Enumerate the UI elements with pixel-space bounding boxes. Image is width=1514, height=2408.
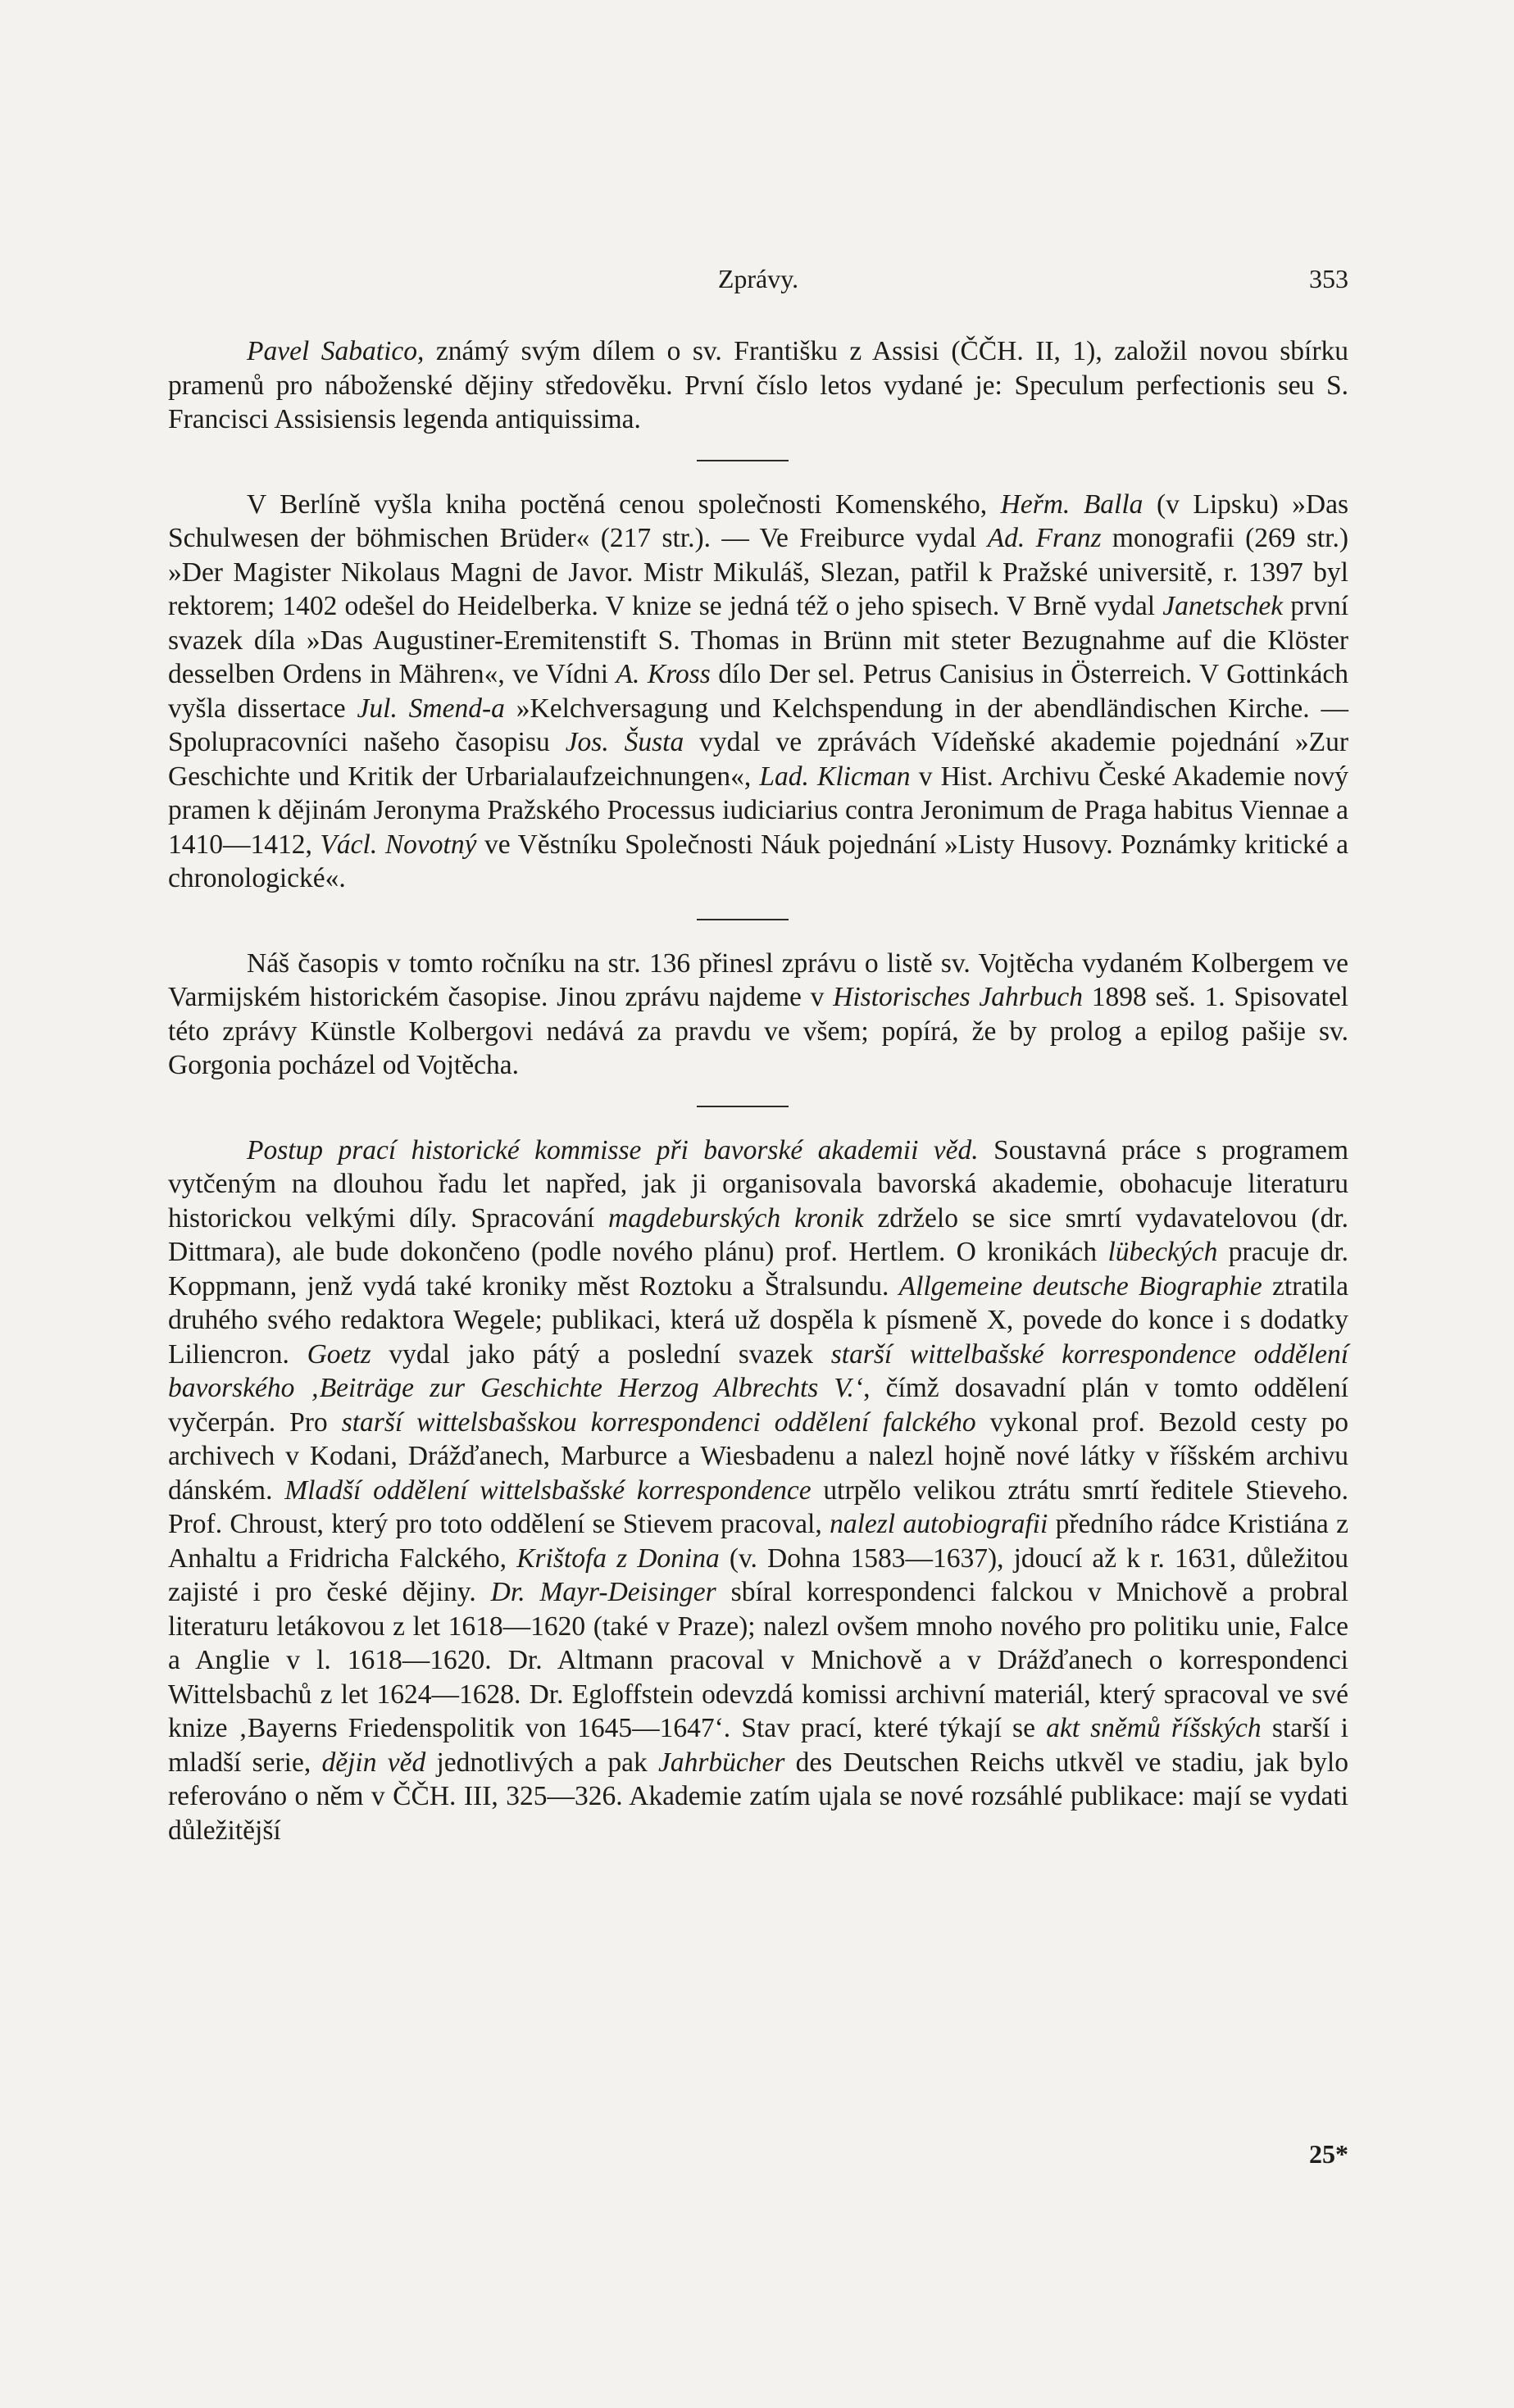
italic-run: Janetschek <box>1162 591 1284 621</box>
text-run: »Kelchversagung und Kelchspendung in der abendländischen Kirche. — Spolupracovníci našeho časopisu <box>168 693 1348 757</box>
italic-run: Krištofa z Donina <box>516 1542 720 1574</box>
paragraph-bavarian-commission <box>168 1134 1348 1848</box>
section-separator <box>168 896 1348 947</box>
italic-run: Jul. Smend-a <box>357 693 505 724</box>
text-run: ztratila druhého svého redaktora Wegele; publikaci, která už dospěla k písmeně X, povede do konce i s dodatky Liliencron. <box>168 1270 1348 1370</box>
text-run: vydal ve zprávách Vídeňské akademie pojednání »Zur Geschichte und Kritik der Urbarialaufzeichnungen«, <box>168 727 1348 792</box>
text-run: v Hist. Archivu České Akademie nový pramen k dějinám Jeronyma Pražského Processus iudiciarius contra Jeronimum de Praga habitus Viennae a 1410—1412, <box>168 761 1348 860</box>
text-run: pracuje dr. Koppmann, jenž vydá také kroniky měst Roztoku a Štralsundu. <box>168 1237 1348 1302</box>
text-run: , čímž dosavadní plán v tomto oddělení vyčerpán. Pro <box>168 1373 1349 1438</box>
text-run: 1898 seš. 1. Spisovatel této zprávy Künstle Kolbergovi nedává za pravdu ve všem; popírá, že by prolog a epilog pašije sv. Gorgonia pocházel od Vojtěcha. <box>168 982 1348 1080</box>
text-run: vydal jako pátý a poslední svazek <box>371 1338 831 1370</box>
text-run: utrpělo velikou ztrátu smrtí ředitele Stieveho. Prof. Chroust, který pro toto oddělení se Stievem pracoval, <box>168 1474 1348 1539</box>
text-run: dílo Der sel. Petrus Canisius in Österreich. V Gottinkách vyšla dissertace <box>168 659 1348 724</box>
italic-run: Allgemeine deutsche Biographie <box>898 1270 1262 1302</box>
separator-rule <box>697 919 789 920</box>
italic-run: starší wittelsbašskou korrespondenci oddělení falckého <box>341 1406 976 1438</box>
text-run: starší i mladší serie, <box>168 1713 1348 1778</box>
text-run: předního rádce Kristiána z Anhaltu a Fridricha Falckého, <box>168 1509 1348 1574</box>
italic-run: Historisches Jahrbuch <box>833 982 1083 1012</box>
italic-run: Postup prací historické kommisse při bavorské akademii věd. <box>247 1134 979 1165</box>
text-run: monografii (269 str.) »Der Magister Nikolaus Magni de Javor. Mistr Mikuláš, Slezan, patřil k Pražské universitě, r. 1397 byl rektorem; 1402 odešel do Heidelberka. V knize se jedná též o jeho spisech. V Brně vydal <box>168 523 1349 621</box>
italic-run: magdeburských kronik <box>608 1202 864 1234</box>
paragraph-new-books <box>168 488 1348 896</box>
text-run: ve Věstníku Společnosti Náuk pojednání »Listy Husovy. Poznámky kritické a chronologické«. <box>168 829 1349 893</box>
separator-rule <box>697 460 789 461</box>
italic-run: starší wittelbašské korrespondence oddělení bavorského ‚Beiträge zur Geschichte Herzog Albrechts V.‘ <box>168 1338 1349 1403</box>
italic-run: Mladší oddělení wittelsbašské korrespondence <box>284 1474 812 1506</box>
italic-run: Dr. Mayr-Deisinger <box>490 1577 716 1607</box>
signature-mark: 25* <box>1309 2139 1348 2169</box>
text-run: vykonal prof. Bezold cesty po archivech v Kodani, Drážďanech, Marburce a Wiesbadenu a nalezl hojně nové látky v říšském archivu dánském. <box>168 1406 1348 1506</box>
text-run: jednotlivých a pak <box>425 1747 658 1778</box>
page-title: Zprávy. <box>717 264 799 293</box>
text-run: známý svým dílem o sv. Františku z Assisi (ČČH. II, 1), založil novou sbírku pramenů pro náboženské dějiny středověku. První číslo letos vydané je: Speculum perfectionis seu S. Francisci Assisiensis legenda antiquissima. <box>168 336 1348 434</box>
italic-run: Goetz <box>307 1338 371 1370</box>
paragraph-vojtech-letter <box>168 947 1348 1083</box>
text-run: první svazek díla »Das Augustiner-Eremitenstift S. Thomas in Brünn mit steter Bezugnahme auf die Klöster desselben Ordens in Mähren«, ve Vídni <box>168 591 1349 689</box>
italic-run: akt sněmů říšských <box>1046 1713 1262 1743</box>
italic-run: Ad. Franz <box>987 523 1102 553</box>
text-run: (v Lipsku) »Das Schulwesen der böhmischen Brüder« (217 str.). — Ve Freiburce vydal <box>168 488 1348 553</box>
text-run: sbíral korrespondenci falckou v Mnichově a probral literaturu letákovou z let 1618—1620 (také v Praze); nalezl ovšem mnoho nového pro politiku unie, Falce a Anglie v l. 1618—1620. Dr. Altmann pracoval v Mnichově a v Drážďanech o korrespondenci Wittelsbachů z let 1624—1628. Dr. Egloffstein odevzdá komissi archivní materiál, který spracoval ve své knize ‚Bayerns Friedenspolitik von 1645—1647‘. Stav prací, které týkají se <box>168 1577 1349 1743</box>
italic-run: dějin věd <box>321 1747 426 1778</box>
italic-run: Pavel Sabatico, <box>247 336 425 366</box>
text-run: Soustavná práce s programem vytčeným na dlouhou řadu let napřed, jak ji organisovala bavorská akademie, obohacuje literaturu historickou velkými díly. Spracování <box>168 1134 1349 1234</box>
text-run: des Deutschen Reichs utkvěl ve stadiu, jak bylo referováno o něm v ČČH. III, 325—326. Akademie zatím ujala se nové rozsáhlé publikace: mají se vydati důležitější <box>168 1747 1348 1846</box>
paragraph-sabatico <box>168 334 1348 437</box>
article-body <box>168 334 1348 1847</box>
section-separator <box>168 437 1348 488</box>
italic-run: Heřm. Balla <box>1000 488 1143 520</box>
italic-run: nalezl autobiografii <box>830 1509 1048 1539</box>
text-run: zdrželo se sice smrtí vydavatelovou (dr. Dittmara), ale bude dokončeno (podle nového plánu) prof. Hertlem. O kronikách <box>168 1202 1348 1267</box>
text-run: (v. Dohna 1583—1637), jdoucí až k r. 1631, důležitou zajisté i pro české dějiny. <box>168 1542 1348 1607</box>
text-run: V Berlíně vyšla kniha poctěná cenou společnosti Komenského, <box>247 488 1001 520</box>
italic-run: A. Kross <box>616 659 711 689</box>
italic-run: Jahrbücher <box>657 1747 785 1778</box>
running-header <box>168 264 1348 297</box>
italic-run: lübeckých <box>1107 1237 1218 1267</box>
italic-run: Lad. Klicman <box>759 761 911 792</box>
page-number: 353 <box>1309 264 1348 293</box>
separator-rule <box>697 1106 789 1107</box>
section-separator <box>168 1083 1348 1134</box>
text-run: Náš časopis v tomto ročníku na str. 136 přinesl zprávu o listě sv. Vojtěcha vydaném Kolbergem ve Varmijském historickém časopise. Jinou zprávu najdeme v <box>168 947 1348 1012</box>
italic-run: Václ. Novotný <box>320 829 477 860</box>
italic-run: Jos. Šusta <box>565 727 684 757</box>
